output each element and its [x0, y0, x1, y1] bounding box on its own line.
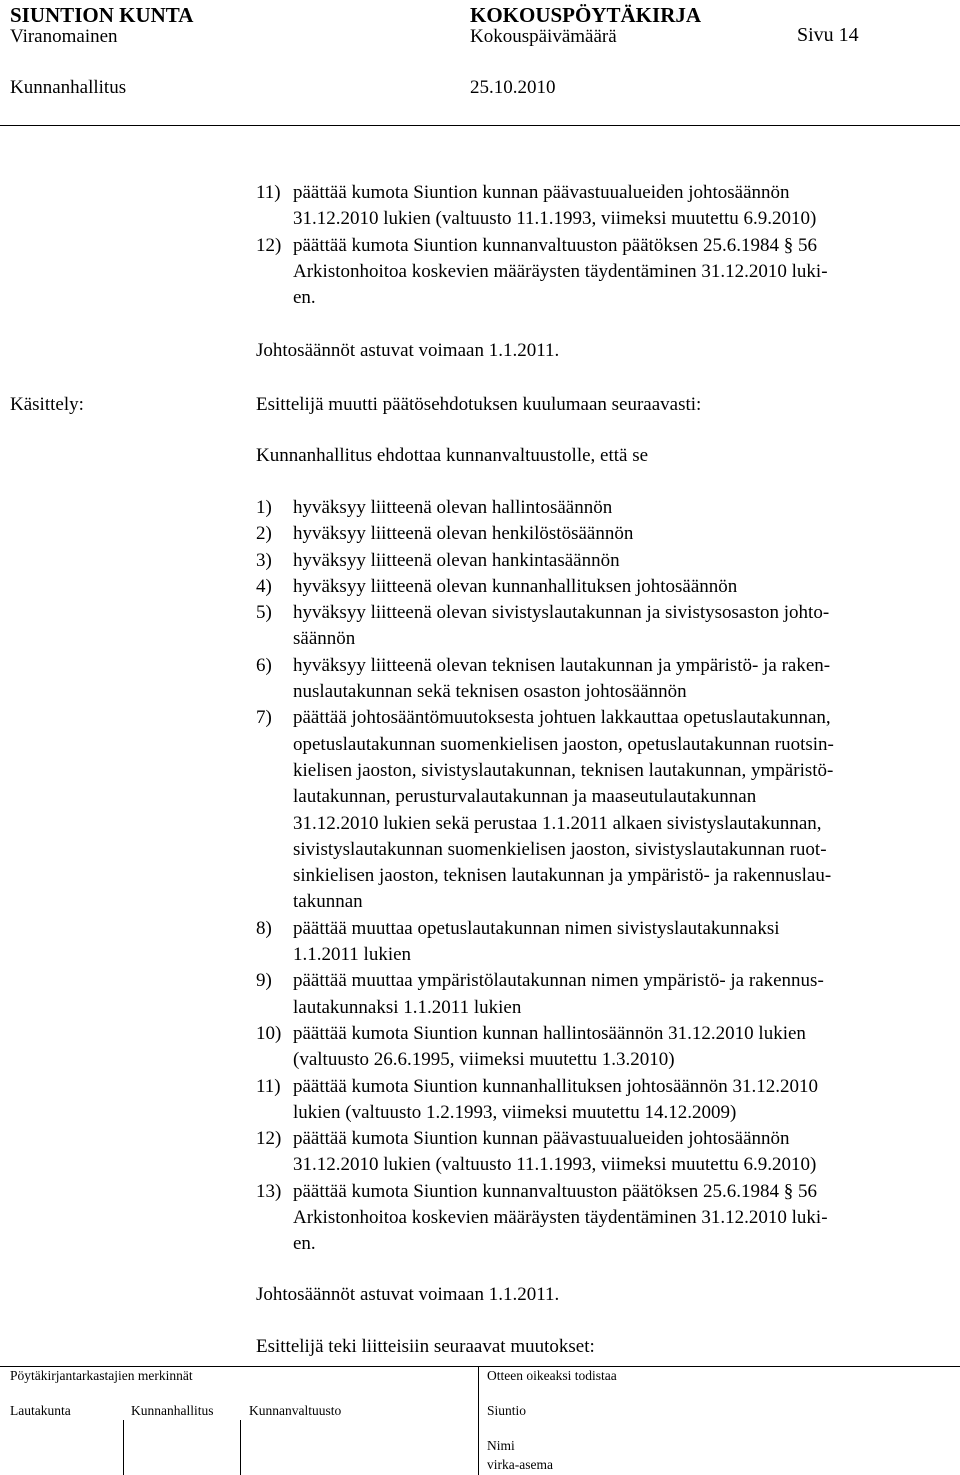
- decision-list-item: [256, 705, 834, 915]
- decision-list-item: [256, 600, 834, 653]
- list-item-line: päättää muuttaa opetuslautakunnan nimen sivistyslautakunnaksi: [293, 917, 780, 939]
- processing-intro: Esittelijä muutti päätösehdotuksen kuulumaan seuraavasti:: [256, 394, 702, 415]
- footer-col-divider: [478, 1367, 479, 1475]
- page-number: Sivu 14: [797, 24, 859, 46]
- meeting-date: 25.10.2010: [470, 77, 556, 98]
- decision-list-item: [256, 1126, 834, 1179]
- col-kunnanvaltuusto: Kunnanvaltuusto: [249, 1403, 342, 1418]
- list-item-line: (valtuusto 26.6.1995, viimeksi muutettu 1.3.2010): [293, 1049, 675, 1071]
- list-item-number: 5): [256, 602, 272, 624]
- list-item-number: 8): [256, 917, 272, 939]
- list-item-number: 1): [256, 497, 272, 518]
- list-item-line: 31.12.2010 lukien sekä perustaa 1.1.2011 alkaen sivistyslautakunnan,: [293, 812, 822, 834]
- header-divider: [0, 125, 960, 126]
- list-item-line: päättää muuttaa ympäristölautakunnan nimen ympäristö- ja rakennus-: [293, 970, 824, 992]
- continued-list-item: [256, 180, 828, 233]
- list-item-number: 7): [256, 707, 272, 729]
- decision-list-item: [256, 1179, 834, 1258]
- list-item-number: 11): [256, 182, 281, 203]
- name-label: Nimi: [487, 1438, 515, 1453]
- list-item-line: hyväksyy liitteenä olevan hallintosäännön: [293, 497, 613, 518]
- list-item-line: en.: [293, 287, 316, 309]
- authority-label: Viranomainen: [10, 26, 118, 47]
- list-item-line: päättää kumota Siuntion kunnanvaltuuston päätöksen 25.6.1984 § 56: [293, 1180, 818, 1202]
- list-item-line: päättää kumota Siuntion kunnan päävastuualueiden johtosäännön: [293, 1128, 790, 1150]
- list-item-line: päättää kumota Siuntion kunnan päävastuualueiden johtosäännön: [293, 182, 790, 203]
- footer-divider: [0, 1366, 960, 1367]
- decision-list-item: [256, 1074, 834, 1127]
- list-item-line: päättää kumota Siuntion kunnan hallintosäännön 31.12.2010 lukien: [293, 1022, 806, 1044]
- list-item-line: hyväksyy liitteenä olevan hankintasäännön: [293, 549, 620, 571]
- list-item-line: takunnan: [293, 891, 363, 913]
- org-name: SIUNTION KUNTA: [10, 3, 194, 27]
- list-item-line: en.: [293, 1233, 316, 1255]
- list-item-line: 31.12.2010 lukien (valtuusto 11.1.1993, viimeksi muutettu 6.9.2010): [293, 1154, 817, 1176]
- list-item-line: päättää kumota Siuntion kunnanhallituksen johtosäännön 31.12.2010: [293, 1075, 819, 1097]
- decision-list: [256, 495, 834, 1258]
- footer-col-divider-1: [123, 1420, 124, 1475]
- decision-list-item: [256, 548, 834, 574]
- list-item-line: nuslautakunnan sekä teknisen osaston johtosäännön: [293, 681, 687, 703]
- meeting-date-label: Kokouspäivämäärä: [470, 26, 617, 47]
- list-item-line: 31.12.2010 lukien (valtuusto 11.1.1993, viimeksi muutettu 6.9.2010): [293, 208, 817, 230]
- authority: Kunnanhallitus: [10, 77, 127, 98]
- list-item-line: lautakunnaksi 1.1.2011 lukien: [293, 996, 522, 1018]
- list-item-number: 11): [256, 1075, 281, 1097]
- effective-date-note: Johtosäännöt astuvat voimaan 1.1.2011.: [256, 1284, 560, 1305]
- decision-list-item: [256, 1021, 834, 1074]
- list-item-line: hyväksyy liitteenä olevan sivistyslautakunnan ja sivistysosaston johto-: [293, 602, 830, 624]
- list-item-number: 10): [256, 1022, 282, 1044]
- certified-label: Otteen oikeaksi todistaa: [487, 1368, 617, 1383]
- list-item-line: kielisen jaoston, sivistyslautakunnan, teknisen lautakunnan, ympäristö-: [293, 759, 834, 781]
- list-item-line: päättää kumota Siuntion kunnanvaltuuston päätöksen 25.6.1984 § 56: [293, 234, 818, 256]
- list-item-line: 1.1.2011 lukien: [293, 944, 412, 966]
- col-kunnanhallitus: Kunnanhallitus: [131, 1403, 214, 1418]
- list-item-line: Arkistonhoitoa koskevien määräysten täydentäminen 31.12.2010 luki-: [293, 1207, 828, 1229]
- list-item-number: 12): [256, 1128, 282, 1150]
- changes-intro: Esittelijä teki liitteisiin seuraavat muutokset:: [256, 1336, 595, 1357]
- proposal-text: Kunnanhallitus ehdottaa kunnanvaltuustolle, että se: [256, 445, 649, 466]
- list-item-line: sinkielisen jaoston, teknisen lautakunnan ja ympäristö- ja rakennuslau-: [293, 865, 832, 887]
- decision-list-item: [256, 495, 834, 521]
- title-label: virka-asema: [487, 1457, 553, 1472]
- list-item-number: 9): [256, 970, 272, 992]
- list-item-number: 6): [256, 654, 272, 676]
- list-item-line: Arkistonhoitoa koskevien määräysten täydentäminen 31.12.2010 luki-: [293, 260, 828, 282]
- inspectors-label: Pöytäkirjantarkastajien merkinnät: [10, 1368, 193, 1383]
- list-item-number: 13): [256, 1180, 282, 1202]
- decision-list-item: [256, 521, 834, 547]
- effective-date-note-top: Johtosäännöt astuvat voimaan 1.1.2011.: [256, 340, 560, 361]
- decision-list-item: [256, 916, 834, 969]
- continued-list-item: [256, 233, 828, 312]
- list-item-line: hyväksyy liitteenä olevan henkilöstösäännön: [293, 523, 634, 545]
- list-item-number: 12): [256, 234, 282, 256]
- place: Siuntio: [487, 1403, 527, 1418]
- decision-list-item: [256, 968, 834, 1021]
- list-item-line: säännön: [293, 628, 356, 650]
- list-item-line: lautakunnan, perusturvalautakunnan ja maaseutulautakunnan: [293, 786, 757, 808]
- decision-list-item: [256, 574, 834, 600]
- processing-label: Käsittely:: [10, 394, 84, 415]
- footer-col-divider-2: [240, 1420, 241, 1475]
- continued-decision-list: [256, 180, 828, 311]
- col-lautakunta: Lautakunta: [10, 1403, 71, 1418]
- list-item-number: 2): [256, 523, 272, 545]
- list-item-line: lukien (valtuusto 1.2.1993, viimeksi muutettu 14.12.2009): [293, 1101, 737, 1123]
- list-item-line: hyväksyy liitteenä olevan kunnanhallituksen johtosäännön: [293, 575, 738, 597]
- list-item-number: 4): [256, 575, 272, 597]
- list-item-line: päättää johtosääntömuutoksesta johtuen lakkauttaa opetuslautakunnan,: [293, 707, 831, 729]
- list-item-line: hyväksyy liitteenä olevan teknisen lautakunnan ja ympäristö- ja raken-: [293, 654, 831, 676]
- doc-type: KOKOUSPÖYTÄKIRJA: [470, 3, 702, 27]
- list-item-number: 3): [256, 549, 272, 571]
- list-item-line: sivistyslautakunnan suomenkielisen jaoston, sivistyslautakunnan ruot-: [293, 838, 827, 860]
- list-item-line: opetuslautakunnan suomenkielisen jaoston, opetuslautakunnan ruotsin-: [293, 733, 834, 755]
- decision-list-item: [256, 653, 834, 706]
